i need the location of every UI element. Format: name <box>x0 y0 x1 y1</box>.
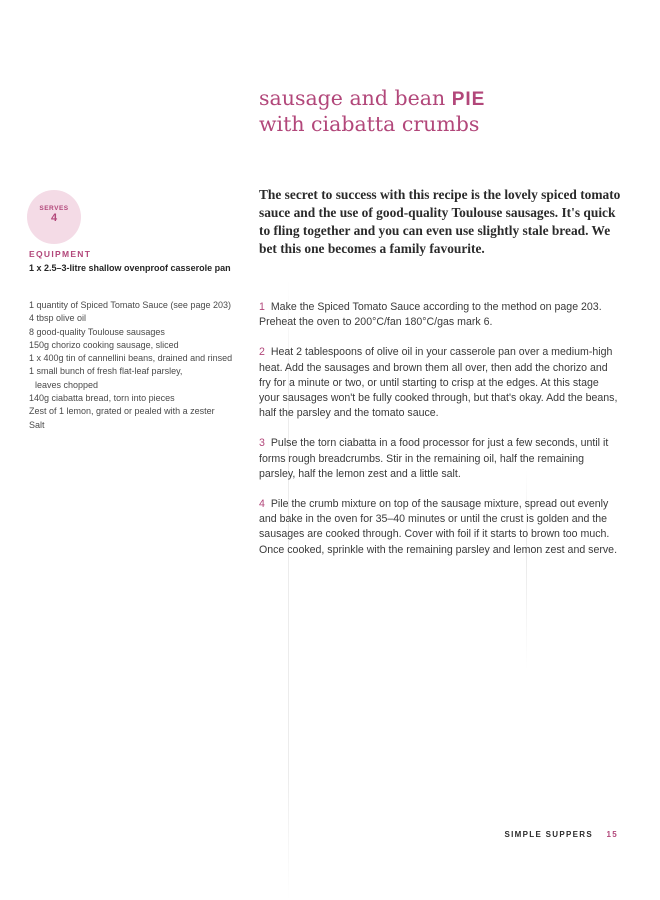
ingredient-item: Zest of 1 lemon, grated or pealed with a zester <box>29 406 215 417</box>
method-step <box>259 497 621 558</box>
ingredient-item: 150g chorizo cooking sausage, sliced <box>29 339 179 350</box>
serves-count: 4 <box>50 212 58 224</box>
ingredient-item: Salt <box>29 419 45 430</box>
title-line-2: with ciabatta crumbs <box>259 112 480 136</box>
step-number: 2 <box>259 346 265 359</box>
ingredient-item: 8 good-quality Toulouse sausages <box>29 326 165 337</box>
method-step <box>259 436 621 482</box>
step-text: Make the Spiced Tomato Sauce according to the method on page 203. Preheat the oven to 200°C/fan 180°C/gas mark 6. <box>259 301 602 329</box>
ingredient-item-continued: leaves chopped <box>35 379 99 390</box>
equipment-heading: EQUIPMENT <box>29 249 92 259</box>
ingredient-item: 140g ciabatta bread, torn into pieces <box>29 393 175 404</box>
serves-badge <box>27 190 81 244</box>
step-number: 3 <box>259 437 265 450</box>
method-step <box>259 300 621 330</box>
page-number: 15 <box>606 830 618 839</box>
title-highlight: PIE <box>451 89 486 110</box>
step-number: 1 <box>259 301 265 313</box>
step-text: Heat 2 tablespoons of olive oil in your casserole pan over a medium-high heat. Add the sausages and brown them all over, then add the chorizo and fry for a minute or two, or until starting to crisp at the edges. At this stage your sausages won't be fully cooked through, but that's okay. Add the beans, half the parsley and the tomato sauce. <box>259 346 618 420</box>
section-name: SIMPLE SUPPERS <box>504 830 593 839</box>
ingredient-item: 1 x 400g tin of cannellini beans, drained and rinsed <box>29 353 233 364</box>
step-number: 4 <box>259 498 265 511</box>
title-line-1 <box>259 86 639 112</box>
method-steps <box>259 300 621 573</box>
title-prefix: sausage and bean <box>259 86 446 110</box>
ingredient-item: 1 small bunch of fresh flat-leaf parsley, <box>29 366 183 377</box>
recipe-intro: The secret to success with this recipe is the lovely spiced tomato sauce and the use of good-quality Toulouse sausages. It's quick to fling together and you can even use slightly stale bread. We bet this one becomes a family favourite. <box>259 187 621 256</box>
serves-label: SERVES <box>39 205 69 212</box>
step-text: Pile the crumb mixture on top of the sausage mixture, spread out evenly and bake in the oven for 35–40 minutes or until the crust is golden and the sausages are cooked through. Cover with foil if it starts to brown too much. Once cooked, sprinkle with the remaining parsley and lemon zest and serve. <box>259 498 618 556</box>
step-text: Pulse the torn ciabatta in a food processor for just a few seconds, until it forms rough breadcrumbs. Stir in the remaining oil, half the remaining parsley, half the lemon zest and a little salt. <box>259 437 609 480</box>
ingredient-item: 1 quantity of Spiced Tomato Sauce (see page 203) <box>29 300 231 310</box>
equipment-text: 1 x 2.5–3-litre shallow ovenproof casserole pan <box>29 263 231 273</box>
ingredients-list <box>29 299 249 432</box>
method-step <box>259 345 621 421</box>
page-footer <box>505 830 618 839</box>
ingredient-item: 4 tbsp olive oil <box>29 313 87 324</box>
recipe-title <box>259 86 639 136</box>
